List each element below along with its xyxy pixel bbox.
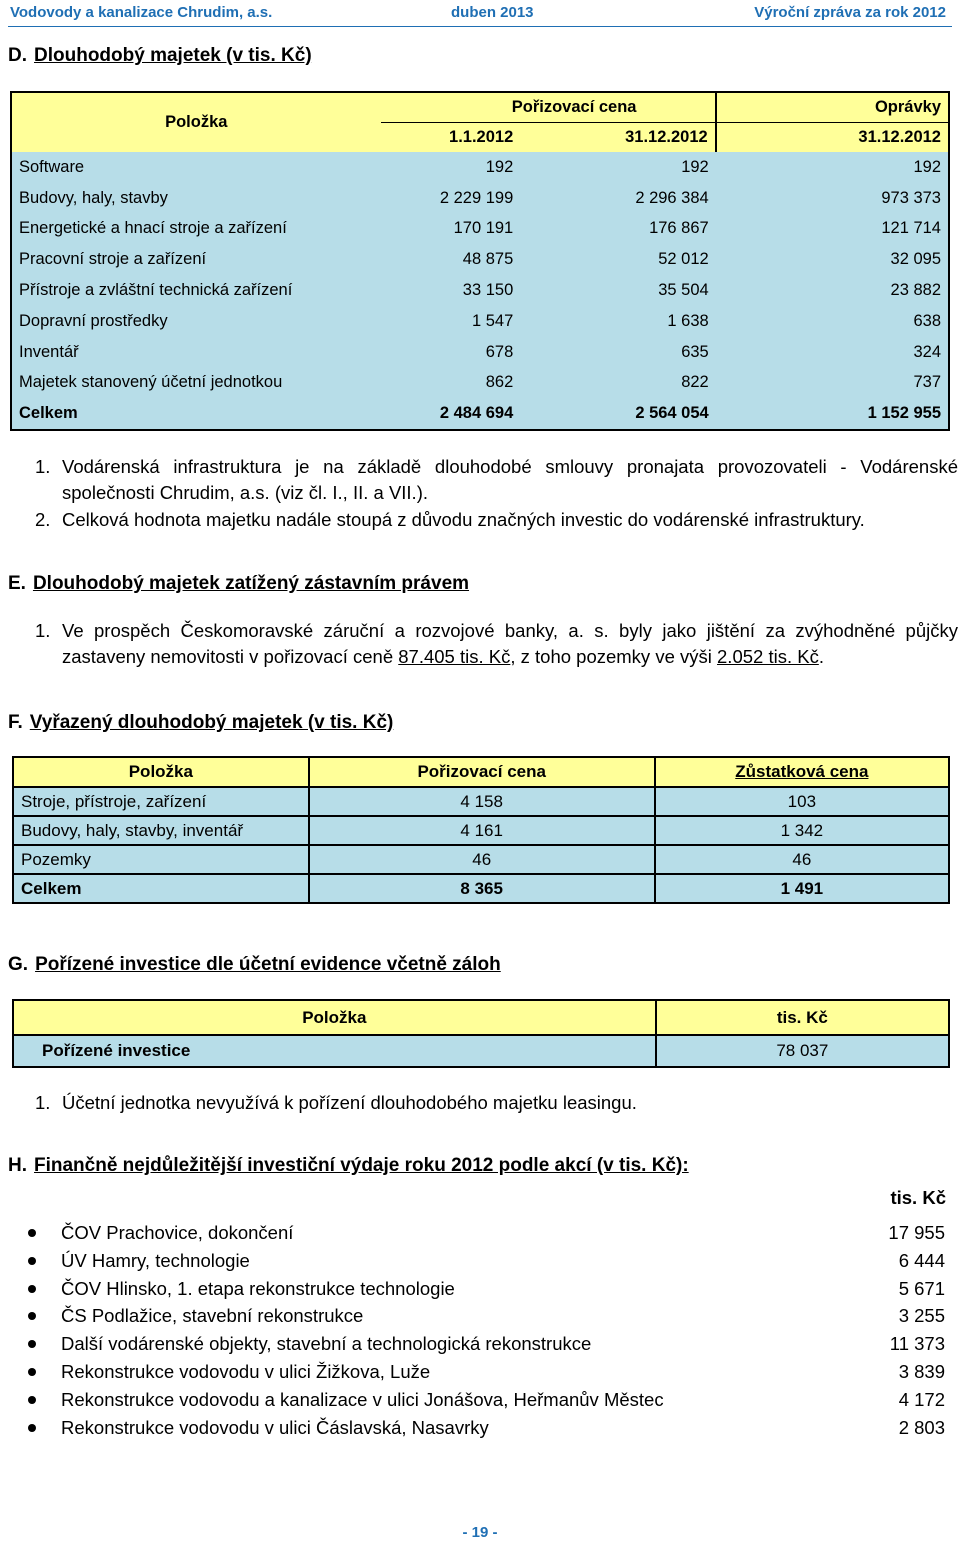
cell-value: 35 504: [658, 281, 709, 300]
row-label: Budovy, haly, stavby, inventář: [13, 816, 309, 845]
list-item: [8, 1414, 948, 1442]
land-value: 2.052 tis. Kč: [717, 646, 819, 667]
table-row: [13, 1035, 949, 1067]
total-label: Celkem: [19, 404, 78, 423]
note-g-1: [35, 1090, 960, 1116]
row-label: Stroje, přístroje, zařízení: [13, 787, 309, 816]
note-d-1: [35, 454, 960, 506]
note-text-part: .: [818, 646, 824, 667]
header-amount: tis. Kč: [656, 1000, 949, 1035]
row-label: Majetek stanovený účetní jednotkou: [19, 373, 283, 392]
item-label: Rekonstrukce vodovodu a kanalizace v ulici Jonášova, Heřmanův Městec: [61, 1388, 664, 1410]
page-number: - 19 -: [462, 1524, 498, 1541]
total-label: Celkem: [13, 874, 309, 903]
header-acquisition-cost: Pořizovací cena: [381, 92, 716, 123]
item-value: 6 444: [898, 1249, 945, 1271]
note-text: Celková hodnota majetku nadále stoupá z důvodu značných investic do vodárenské infrastruktury.: [62, 509, 865, 530]
row-label: Pozemky: [13, 845, 309, 874]
item-label: Rekonstrukce vodovodu v ulici Žižkova, Luže: [61, 1360, 431, 1382]
cell-value: 4 161: [309, 816, 655, 845]
cell-value: 324: [913, 342, 941, 361]
cell-value: 46: [655, 845, 949, 874]
item-value: 11 373: [889, 1333, 945, 1355]
cell-value: 1 547: [471, 311, 514, 330]
disposed-assets-table: [12, 756, 950, 904]
bullet-icon: [28, 1285, 36, 1293]
header-divider: [8, 26, 952, 27]
row-label: Budovy, haly, stavby: [19, 188, 168, 207]
cell-value: 121 714: [881, 219, 941, 238]
list-item: [8, 1358, 948, 1386]
cell-value: 635: [681, 342, 709, 361]
cell-value: 52 012: [658, 250, 709, 269]
item-label: Další vodárenské objekty, stavební a technologická rekonstrukce: [61, 1333, 592, 1355]
bullet-icon: [28, 1368, 36, 1376]
cell-value: 638: [913, 311, 941, 330]
section-d-number: D.: [8, 45, 27, 66]
bullet-icon: [28, 1229, 36, 1237]
header-depreciation: Oprávky: [716, 92, 949, 123]
cell-value: 33 150: [462, 281, 514, 300]
cell-value: 4 158: [309, 787, 655, 816]
table-row: [11, 152, 949, 183]
table-row: [11, 368, 949, 399]
cell-value: 32 095: [890, 250, 941, 269]
list-item: [8, 1219, 948, 1247]
note-number: 1.: [35, 620, 51, 641]
list-item: [8, 1302, 948, 1330]
section-h-number: H.: [8, 1155, 27, 1176]
note-text: Ve prospěch Českomoravské záruční a rozvojové banky, a. s. byly jako jištění za zvýhodněné půjčky: [62, 620, 958, 641]
list-item: [8, 1247, 948, 1275]
cell-value: 2 296 384: [635, 188, 709, 207]
item-value: 2 803: [898, 1416, 945, 1438]
total-row: [13, 874, 949, 903]
table-row: [13, 816, 949, 845]
row-label: Energetické a hnací stroje a zařízení: [19, 219, 287, 238]
table-row: [11, 275, 949, 306]
long-term-assets-table: [10, 91, 950, 431]
item-value: 3 839: [898, 1360, 945, 1382]
header-acquisition-cost: Pořizovací cena: [309, 757, 655, 787]
row-label: Pořízené investice: [13, 1035, 656, 1067]
section-f-number: F.: [8, 712, 23, 733]
section-d-title: Dlouhodobý majetek (v tis. Kč): [34, 45, 312, 66]
section-f-heading: [8, 712, 393, 734]
cell-value: 1 342: [655, 816, 949, 845]
row-label: Pracovní stroje a zařízení: [19, 250, 207, 269]
cell-value: 103: [655, 787, 949, 816]
section-h-heading: [8, 1155, 689, 1177]
note-text-part: zastaveny nemovitosti v pořizovací ceně: [62, 646, 399, 667]
list-item: [8, 1386, 948, 1414]
cell-value: 822: [681, 373, 709, 392]
section-f-title: Vyřazený dlouhodobý majetek (v tis. Kč): [29, 712, 394, 733]
cell-value: 973 373: [881, 188, 941, 207]
bullet-icon: [28, 1312, 36, 1320]
row-label: Dopravní prostředky: [19, 311, 168, 330]
note-e-1: [35, 618, 960, 670]
section-e-heading: [8, 573, 469, 595]
acquired-investments-table: [12, 999, 950, 1068]
total-value: 1 491: [655, 874, 949, 903]
cell-value: 737: [913, 373, 941, 392]
cell-value: 23 882: [890, 281, 941, 300]
cell-value: 1 638: [667, 311, 709, 330]
note-number: 1.: [35, 1092, 51, 1113]
note-text-line2: [62, 644, 824, 670]
cell-value: 46: [309, 845, 655, 874]
note-text-part: , z toho pozemky ve výši: [510, 646, 718, 667]
header-residual-value: Zůstatková cena: [655, 757, 949, 787]
note-text: Vodárenská infrastruktura je na základě dlouhodobé smlouvy pronajata provozovateli - Vodárenské: [62, 456, 958, 477]
cell-value: 170 191: [453, 219, 514, 238]
item-value: 5 671: [898, 1277, 945, 1299]
table-row: [11, 214, 949, 245]
unit-label: tis. Kč: [890, 1187, 946, 1208]
note-number: 1.: [35, 456, 51, 477]
total-value: 8 365: [309, 874, 655, 903]
table-row: [11, 306, 949, 337]
item-value: 3 255: [898, 1305, 945, 1327]
cell-value: 192: [913, 157, 941, 176]
cell-value: 48 875: [462, 250, 514, 269]
table-row: [11, 183, 949, 214]
section-g-number: G.: [8, 954, 29, 975]
section-d-heading: [8, 45, 312, 67]
row-label: Inventář: [19, 342, 79, 361]
table-row: [13, 787, 949, 816]
note-text: Účetní jednotka nevyužívá k pořízení dlouhodobého majetku leasingu.: [62, 1092, 637, 1113]
item-label: ČS Podlažice, stavební rekonstrukce: [61, 1305, 364, 1327]
page-header: [10, 4, 946, 24]
note-d-2: [35, 507, 960, 533]
header-item: Položka: [11, 92, 381, 152]
section-e-number: E.: [8, 573, 26, 594]
bullet-icon: [28, 1424, 36, 1432]
table-row: [13, 845, 949, 874]
table-row: [11, 337, 949, 368]
list-item: [8, 1275, 948, 1303]
total-row: [11, 398, 949, 430]
cell-value: 176 867: [649, 219, 709, 238]
section-g-heading: [8, 954, 501, 976]
header-col-depr-end: 31.12.2012: [716, 123, 949, 153]
header-item: Položka: [13, 1000, 656, 1035]
pledge-value: 87.405 tis. Kč: [398, 646, 511, 667]
total-value: 2 564 054: [635, 404, 709, 423]
header-item: Položka: [13, 757, 309, 787]
investment-list: [8, 1219, 948, 1441]
note-number: 2.: [35, 509, 51, 530]
header-company: Vodovody a kanalizace Chrudim, a.s.: [10, 4, 273, 21]
total-value: 1 152 955: [867, 404, 941, 423]
item-label: ČOV Hlinsko, 1. etapa rekonstrukce technologie: [61, 1277, 455, 1299]
header-col-start: 1.1.2012: [381, 123, 521, 153]
cell-value: 192: [485, 157, 514, 176]
item-value: 4 172: [898, 1388, 945, 1410]
list-item: [8, 1330, 948, 1358]
header-report-title: Výroční zpráva za rok 2012: [754, 4, 946, 21]
bullet-icon: [28, 1396, 36, 1404]
section-h-title: Finančně nejdůležitější investiční výdaje roku 2012 podle akcí (v tis. Kč):: [34, 1155, 689, 1176]
cell-value: 678: [485, 342, 514, 361]
item-value: 17 955: [888, 1222, 945, 1243]
cell-value: 2 229 199: [439, 188, 514, 207]
row-label: Přístroje a zvláštní technická zařízení: [19, 281, 293, 300]
item-label: ÚV Hamry, technologie: [61, 1249, 250, 1271]
bullet-icon: [28, 1257, 36, 1265]
total-value: 2 484 694: [439, 404, 514, 423]
header-col-end: 31.12.2012: [520, 123, 715, 153]
header-date: duben 2013: [451, 4, 534, 21]
table-row: [11, 244, 949, 275]
section-g-title: Pořízené investice dle účetní evidence včetně záloh: [35, 954, 501, 975]
bullet-icon: [28, 1340, 36, 1348]
cell-value: 862: [485, 373, 514, 392]
cell-value: 192: [681, 157, 709, 176]
section-e-title: Dlouhodobý majetek zatížený zástavním právem: [32, 573, 470, 594]
row-label: Software: [19, 157, 85, 176]
item-label: ČOV Prachovice, dokončení: [61, 1222, 294, 1243]
cell-value: 78 037: [656, 1035, 949, 1067]
item-label: Rekonstrukce vodovodu v ulici Čáslavská, Nasavrky: [61, 1416, 489, 1438]
note-text: společnosti Chrudim, a.s. (viz čl. I., II. a VII.).: [62, 482, 428, 503]
